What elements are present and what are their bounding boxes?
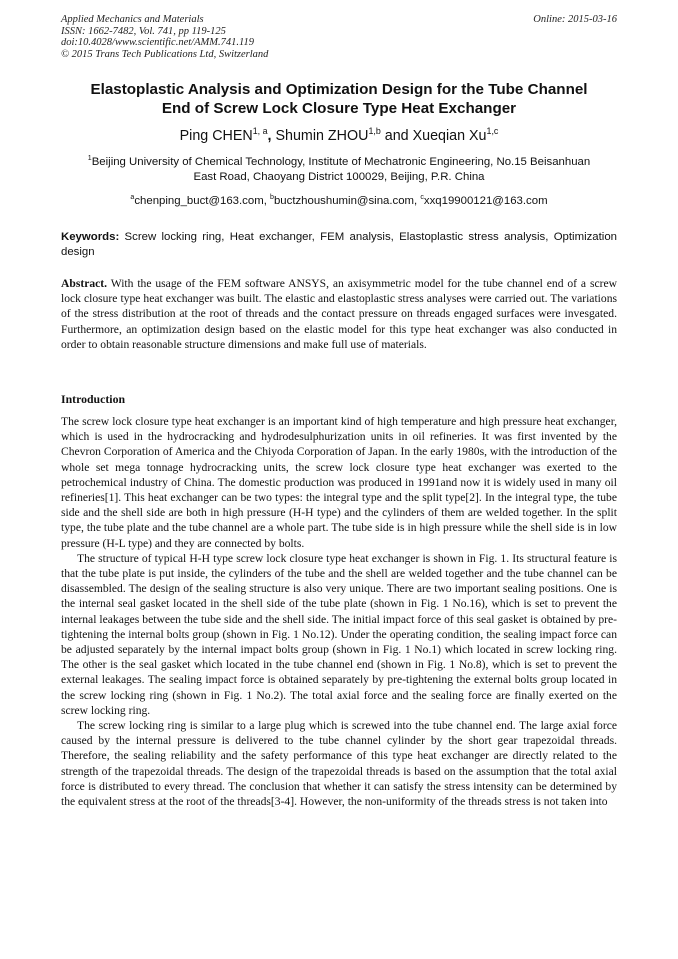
email-c-sup: c (420, 194, 424, 202)
author-3: Xueqian Xu (412, 128, 487, 144)
affiliation-sup: 1 (87, 155, 92, 163)
journal-copyright: © 2015 Trans Tech Publications Ltd, Switzerland (61, 48, 269, 60)
email-b-sup: b (270, 194, 274, 202)
intro-paragraph-1: The screw lock closure type heat exchanger is an important kind of high temperature and high pressure heat exchanger, which is used in the hydrocracking and hydrodesulphurization units in oil refineries. It was first invented by the Chevron Corporation of America and the Chiyoda Corporation of Japan. In the early 1980s, with the introduction of the whole set mega tonnage hydrocracking units, the screw lock closure type heat exchanger was exerted to the petrochemical industry of China. The domestic production was produced in 1991and now it is widely used in many oil refineries[1]. This heat exchanger can be two types: the integral type and the split type[2]. In the integral type, the tube side and the shell side are both in high pressure (H-H type) and the cylinders of them are welded together. In the split type, the tube plate and the tube channel are a whole part. The tube side is in high pressure while the shell side is in low pressure (H-L type) and they are connected by bolts. (61, 415, 617, 550)
title-line-1: Elastoplastic Analysis and Optimization Design for the Tube Channel (90, 81, 588, 98)
author-list (61, 127, 617, 145)
online-date: Online: 2015-03-16 (533, 14, 617, 25)
author-2: Shumin ZHOU (275, 128, 369, 144)
email-a: chenping_buct@163.com, (134, 195, 271, 207)
journal-header (61, 14, 268, 60)
title-line-2: End of Screw Lock Closure Type Heat Exchanger (161, 100, 517, 117)
intro-paragraph-2: The structure of typical H-H type screw lock closure type heat exchanger is shown in Fig. 1. Its structural feature is that the tube plate is put inside, the cylinders of the tube and the shell are welded together and the tube channel can be disassembled. The design of the sealing structure is also very unique. There are two important sealing positions. One is the internal seal gasket located in the shell side of the tube plate (shown in Fig. 1 No.16), which is set to prevent the internal leakages between the tube side and the shell side. The initial impact force of this seal gasket is obtained by pre-tightening the internal bolts group (shown in Fig. 1 No.12). Under the operating condition, the sealing impact force can be adjusted separately by the internal impact bolts group (shown in Fig. 1 No.1) which located in screw locking ring. The other is the seal gasket which located in the tube channel end (shown in Fig. 1 No.8), which is set to prevent the external leakages. The sealing impact force is obtained separately by pre-tightening the external bolts group located in the screw locking ring (shown in Fig. 1 No.2). The total axial force and the sealing force are finally exerted on the screw locking ring. (61, 551, 617, 717)
journal-doi: doi:10.4028/www.scientific.net/AMM.741.119 (61, 37, 254, 49)
keywords (61, 230, 617, 259)
email-a-sup: a (130, 194, 135, 202)
author-separator: , (267, 128, 276, 144)
email-b: buctzhoushumin@sina.com, (273, 195, 421, 207)
author-1-sup: 1, a (252, 126, 268, 137)
author-3-sup: 1,c (486, 126, 499, 137)
affiliation-line-2: East Road, Chaoyang District 100029, Beijing, P.R. China (193, 171, 485, 183)
author-2-sup: 1,b (368, 126, 381, 137)
affiliation-line-1: Beijing University of Chemical Technology, Institute of Mechatronic Engineering, No.15 Beisanhuan (91, 156, 591, 168)
keywords-text: Screw locking ring, Heat exchanger, FEM analysis, Elastoplastic stress analysis, Optimization design (61, 231, 617, 258)
paper-title (61, 80, 617, 118)
affiliation (61, 155, 617, 185)
journal-issn: ISSN: 1662-7482, Vol. 741, pp 119-125 (61, 25, 226, 37)
introduction-body (61, 414, 617, 809)
author-emails (61, 194, 617, 209)
abstract-text: With the usage of the FEM software ANSYS, an axisymmetric model for the tube channel end of a screw lock closure type heat exchanger was built. The elastic and elastoplastic stress analyses were carried out. The variations of the stress distribution at the root of threads and the contact pressure on threads engaged surfaces were invesgated. Furthermore, an optimization design based on the elastic model for this type heat exchanger was also conducted in order to obtain reasonable structure dimensions and make full use of materials. (61, 277, 617, 351)
author-1: Ping CHEN (179, 128, 253, 144)
abstract (61, 276, 617, 352)
email-c: xxq19900121@163.com (423, 195, 548, 207)
author-and: and (380, 128, 413, 144)
section-heading-introduction: Introduction (61, 392, 126, 406)
intro-paragraph-3: The screw locking ring is similar to a large plug which is screwed into the tube channel end. The large axial force caused by the internal pressure is delivered to the tube channel cylinder by the short gear trapezoidal threads. Therefore, the sealing reliability and the safety performance of this type heat exchanger are directly related to the strength of the trapezoidal threads. The design of the trapezoidal threads is based on the assumption that the total axial force is distributed to every thread. The conclusion that whether it can satisfy the stress intensity can be determined by the equivalent stress at the root of the threads[3-4]. However, the non-uniformity of the threads stress is not taken into (61, 719, 617, 809)
keywords-label: Keywords: (61, 231, 120, 243)
journal-name: Applied Mechanics and Materials (61, 14, 204, 25)
abstract-label: Abstract. (61, 277, 108, 290)
